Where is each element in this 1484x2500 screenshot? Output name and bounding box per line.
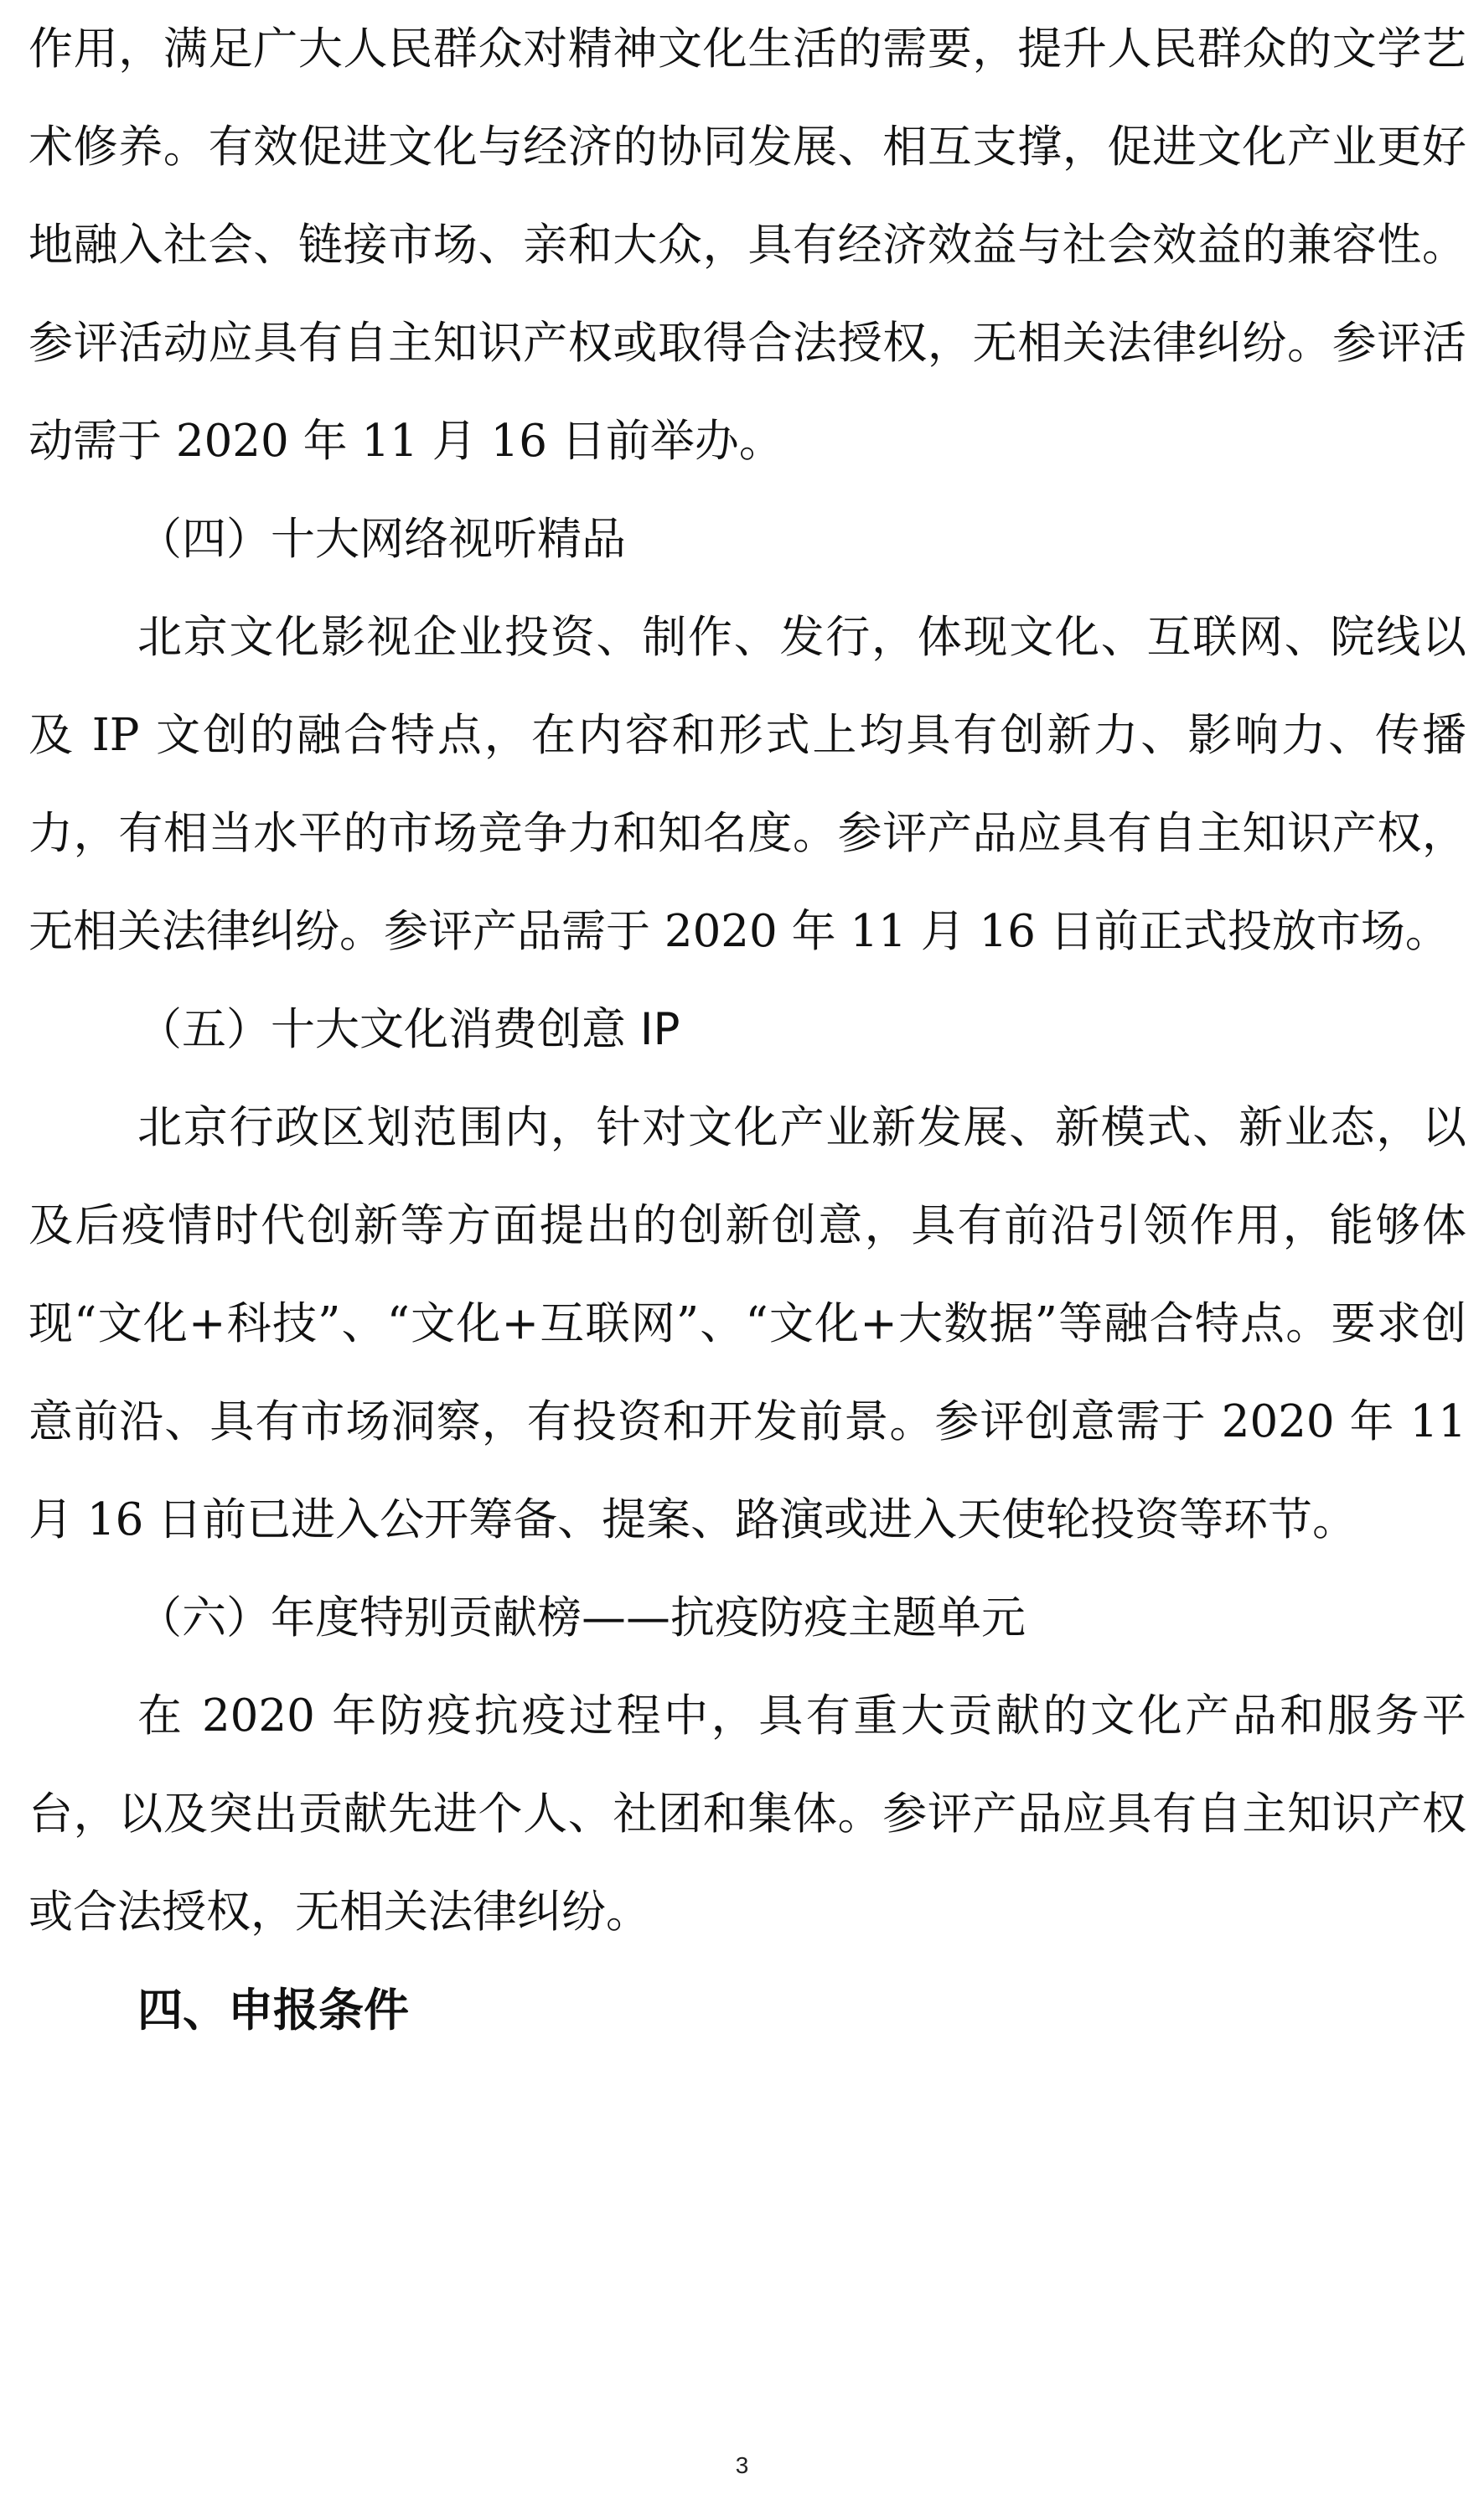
section-heading-4: （四）十大网络视听精品 <box>137 514 626 565</box>
chapter-heading-4: 四、申报条件 <box>137 1984 409 2037</box>
section-heading-6: （六）年度特别贡献榜——抗疫防疫主题单元 <box>137 1592 1026 1643</box>
document-body <box>28 0 1466 2059</box>
section-heading-5: （五）十大文化消费创意 IP <box>137 1004 680 1055</box>
paragraph-section-5: 北京行政区划范围内，针对文化产业新发展、新模式、新业态，以及后疫情时代创新等方面提出的创新创意，具有前沿引领作用，能够体现“文化+科技”、“文化+互联网”、“文化+大数据”等融合特点。要求创意前沿、具有市场洞察，有投资和开发前景。参评创意需于 2020 年 11 月 16 日前已进入公开筹备、提案、路演或进入天使轮投资等环节。 <box>28 1102 1466 1545</box>
paragraph-section-6: 在 2020 年防疫抗疫过程中，具有重大贡献的文化产品和服务平台，以及突出贡献先进个人、社团和集体。参评产品应具有自主知识产权或合法授权，无相关法律纠纷。 <box>28 1690 1466 1938</box>
paragraph-intro-continuation: 作用，满足广大人民群众对精神文化生活的需要，提升人民群众的文学艺术修养。有效促进文化与经济的协同发展、相互支撑，促进文化产业更好地融入社会、链接市场、亲和大众，具有经济效益与社会效益的兼容性。参评活动应具有自主知识产权或取得合法授权，无相关法律纠纷。参评活动需于 2020 年 11 月 16 日前举办。 <box>28 23 1466 467</box>
paragraph-section-4: 北京文化影视企业投资、制作、发行，体现文化、互联网、院线以及 IP 文创的融合特点，在内容和形式上均具有创新力、影响力、传播力，有相当水平的市场竞争力和知名度。参评产品应具有自主知识产权，无相关法律纠纷。参评产品需于 2020 年 11 月 16 日前正式投放市场。 <box>28 612 1466 957</box>
page-number: 3 <box>735 2452 749 2478</box>
